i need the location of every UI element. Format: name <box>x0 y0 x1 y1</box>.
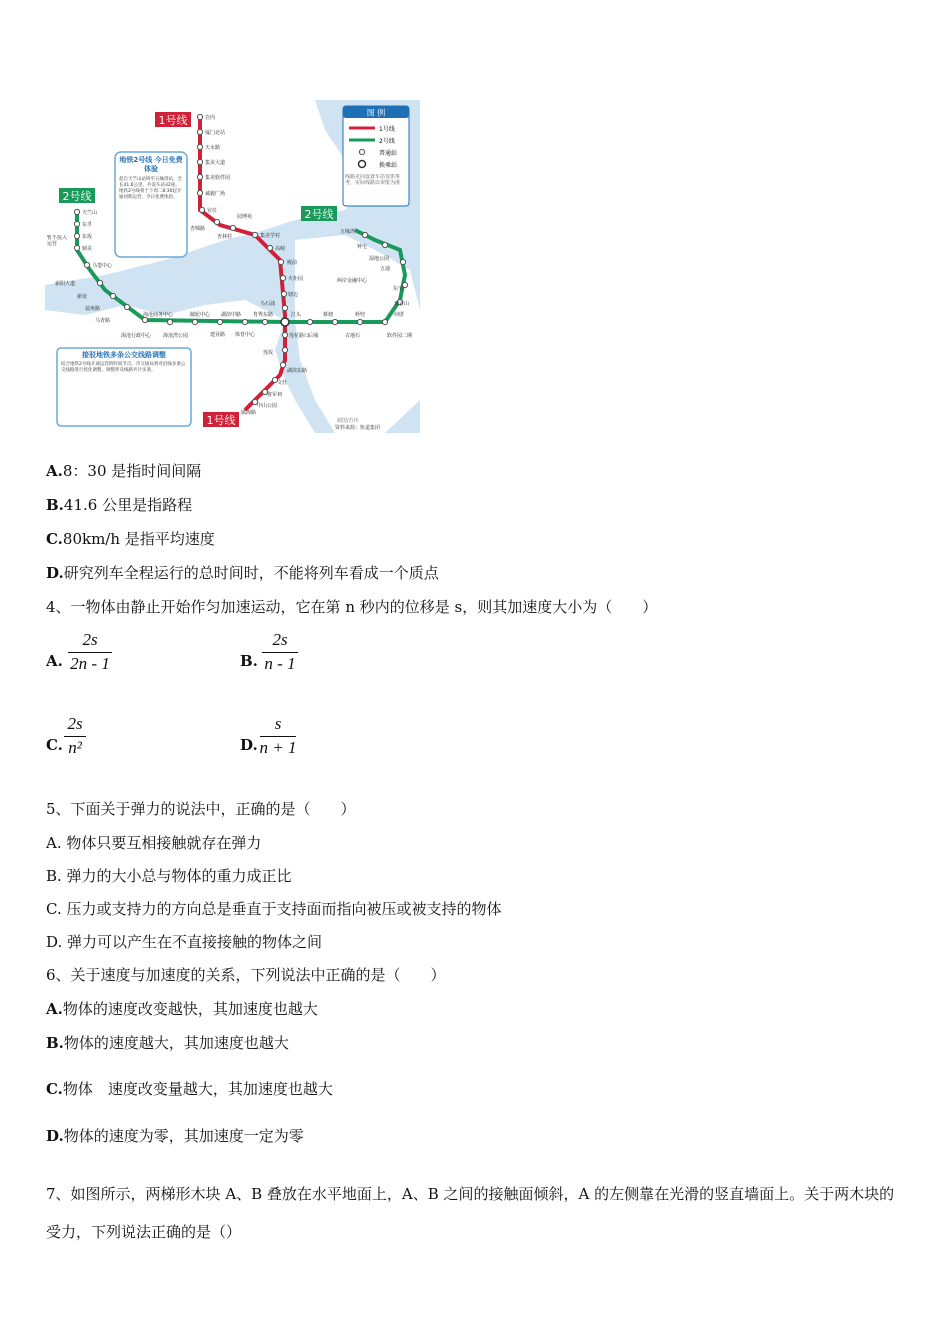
svg-text:乌石浦: 乌石浦 <box>260 301 276 307</box>
svg-text:建业路: 建业路 <box>210 332 226 338</box>
svg-text:莲坂: 莲坂 <box>263 350 274 356</box>
svg-text:高崎: 高崎 <box>275 246 286 252</box>
svg-text:五通: 五通 <box>380 266 391 272</box>
line1-label-bottom: 1号线 <box>206 414 236 427</box>
svg-text:海沧商务中心: 海沧商务中心 <box>143 312 174 318</box>
svg-text:图 例: 图 例 <box>366 108 386 118</box>
svg-text:马銮中心: 马銮中心 <box>92 263 113 269</box>
q3-option-d: D.研究列车全程运行的总时间时，不能将列车看成一个质点 <box>46 564 439 582</box>
q5-stem: 5、下面关于弹力的说法中，正确的是（ ） <box>46 800 356 818</box>
svg-text:钟宅: 钟宅 <box>357 244 368 250</box>
svg-text:诚毅广场: 诚毅广场 <box>205 191 226 197</box>
svg-text:天竺山: 天竺山 <box>82 210 98 216</box>
q4-option-a: A. 2s 2n - 1 <box>46 630 136 680</box>
svg-text:海沧湾公园: 海沧湾公园 <box>163 333 189 339</box>
svg-text:岭兜: 岭兜 <box>355 312 366 318</box>
line2-label-right: 2号线 <box>304 208 334 221</box>
promo-box: 地铁2号线 今日免费体验 起自天竺山站终至五缘湾站，全长41.6公里，共设车站32座。地铁2号线将于下周二8:30起开通初期运营，今日免费体验。 <box>115 152 187 257</box>
svg-text:何厝: 何厝 <box>394 312 405 318</box>
svg-text:镇海路: 镇海路 <box>241 410 257 416</box>
svg-text:殿前: 殿前 <box>287 260 298 266</box>
svg-text:莲花路口: 莲花路口 <box>289 333 310 339</box>
q6-stem: 6、关于速度与加速度的关系，下列说法中正确的是（ ） <box>46 966 446 984</box>
svg-text:岩内: 岩内 <box>205 115 216 121</box>
svg-text:集美大道: 集美大道 <box>205 160 226 166</box>
map-legend: 图 例 1号线 2号线 普通站 换乘站 线路走向设置车站仅供参考，实际线路以审批为准 <box>343 106 409 206</box>
svg-text:后埔: 后埔 <box>308 333 319 339</box>
svg-text:普通站: 普通站 <box>379 150 398 157</box>
q7-stem: 7、如图所示，两梯形木块 A、B 叠放在水平地面上，A、B 之间的接触面倾斜，A 的左侧靠在光滑的竖直墙面上。关于两木块的受力，下列说法正确的是（） <box>46 1185 895 1241</box>
q6-option-a: A.物体的速度改变越快，其加速度也越大 <box>46 1000 318 1018</box>
metro-map-figure: 1号线 2号线 2号线 1号线 图 例 1号线 2号线 普通站 换乘站 线路走向设置车站仅供参考，实际线路以审批为准 地铁2号线 今日免费体验 起自天竺山站终至五缘湾站，全长41.6公里，共设车站32座。地铁2号线将于下周二8:30起开通初期运营，今日免费体验。 暂不投入运营 接驳地铁多条公交线路调整 结合地铁2号线开通运营的时间节点，市交通局将对沿线多条公交线路进行优化调整，调整涉及线路共计多条。 岩内 厦门北站 天水路 集美大道 集美软件园 诚毅广场 官任 园博苑 杏林村 杏锦路 集美学村 高崎 殿前 火炬园 塘边 乌石浦 莲花路口 莲坂 湖滨东路 文灶 将军祠 中山公园 镇海路 体育中心 建业路 天竺山 东孚 东坂 鼎美 马銮中心 新阳大道 新垵 翁角路 马青路 海沧湾公园 海沧行政中心 海沧商务中心 邮轮中心 湖滨中路 育秀东路 江头 蔡塘 岭兜 何厝 观音山 东宅 五通 湿地公园 两岸金融中心 钟宅 五缘湾 软件园二期 古地石 后埔 制图/苏伟 资料来源：轨道集团 <box>45 100 420 433</box>
svg-text:集美学村: 集美学村 <box>260 233 281 239</box>
svg-text:文灶: 文灶 <box>277 380 288 386</box>
svg-text:杏林村: 杏林村 <box>217 234 233 240</box>
q4-option-d: D. s n + 1 <box>240 714 297 757</box>
q5-option-d: D. 弹力可以产生在不直接接触的物体之间 <box>46 933 323 951</box>
notice-box: 接驳地铁多条公交线路调整 结合地铁2号线开通运营的时间节点，市交通局将对沿线多条公交线路进行优化调整，调整涉及线路共计多条。 <box>57 348 191 426</box>
svg-text:新垵: 新垵 <box>77 294 88 300</box>
q5-option-a: A. 物体只要互相接触就存在弹力 <box>46 834 262 852</box>
svg-text:东孚: 东孚 <box>82 222 93 228</box>
svg-text:1号线: 1号线 <box>379 126 395 133</box>
svg-text:园博苑: 园博苑 <box>237 214 253 220</box>
svg-text:2号线: 2号线 <box>379 138 395 145</box>
q3-option-b: B.41.6 公里是指路程 <box>46 496 193 514</box>
svg-text:中山公园: 中山公园 <box>257 403 278 409</box>
q4-option-c: C. 2s n² <box>46 714 136 764</box>
svg-text:杏锦路: 杏锦路 <box>190 226 206 232</box>
q3-option-c: C.80km/h 是指平均速度 <box>46 530 215 548</box>
svg-text:换乘站: 换乘站 <box>379 162 398 169</box>
svg-text:五缘湾: 五缘湾 <box>340 229 356 235</box>
svg-text:江头: 江头 <box>291 312 302 318</box>
svg-text:将军祠: 将军祠 <box>267 392 283 398</box>
svg-text:火炬园: 火炬园 <box>288 276 304 282</box>
svg-text:东宅: 东宅 <box>393 286 404 292</box>
svg-text:育秀东路: 育秀东路 <box>253 312 274 318</box>
svg-text:湖滨东路: 湖滨东路 <box>287 368 308 374</box>
svg-text:软件园二期: 软件园二期 <box>387 333 413 339</box>
svg-text:东坂: 东坂 <box>82 234 93 240</box>
q6-option-d: D.物体的速度为零，其加速度一定为零 <box>46 1127 304 1145</box>
svg-text:马青路: 马青路 <box>95 318 111 324</box>
line2-label-left: 2号线 <box>62 190 92 203</box>
svg-text:集美软件园: 集美软件园 <box>205 175 231 181</box>
svg-text:资料来源：轨道集团: 资料来源：轨道集团 <box>335 425 381 431</box>
svg-text:制图/苏伟: 制图/苏伟 <box>337 418 359 424</box>
q4-stem: 4、一物体由静止开始作匀加速运动，它在第 n 秒内的位移是 s，则其加速度大小为（ ） <box>46 598 658 616</box>
q6-option-c: C.物体 速度改变量越大，其加速度也越大 <box>46 1080 333 1098</box>
q5-option-c: C. 压力或支持力的方向总是垂直于支持面而指向被压或被支持的物体 <box>46 900 502 918</box>
svg-text:天水路: 天水路 <box>205 145 221 151</box>
svg-text:两岸金融中心: 两岸金融中心 <box>337 278 368 284</box>
svg-text:古地石: 古地石 <box>345 333 361 339</box>
svg-text:体育中心: 体育中心 <box>235 332 256 338</box>
q6-option-b: B.物体的速度越大，其加速度也越大 <box>46 1034 289 1052</box>
svg-text:官任: 官任 <box>207 208 218 214</box>
svg-text:塘边: 塘边 <box>288 292 299 298</box>
line1-label-top: 1号线 <box>158 114 188 127</box>
svg-text:新阳大道: 新阳大道 <box>55 281 76 287</box>
svg-text:湿地公园: 湿地公园 <box>369 256 390 262</box>
q4-option-b: B. 2s n - 1 <box>240 630 330 680</box>
q3-option-a: A.8：30 是指时间间隔 <box>46 462 202 480</box>
svg-text:鼎美: 鼎美 <box>82 246 93 252</box>
svg-text:湖滨中路: 湖滨中路 <box>221 312 242 318</box>
svg-text:厦门北站: 厦门北站 <box>205 130 226 136</box>
q5-option-b: B. 弹力的大小总与物体的重力成正比 <box>46 867 292 885</box>
svg-text:观音山: 观音山 <box>394 301 410 307</box>
svg-text:翁角路: 翁角路 <box>85 306 101 312</box>
svg-text:邮轮中心: 邮轮中心 <box>190 312 211 318</box>
svg-text:海沧行政中心: 海沧行政中心 <box>121 333 152 339</box>
svg-text:蔡塘: 蔡塘 <box>323 312 334 318</box>
